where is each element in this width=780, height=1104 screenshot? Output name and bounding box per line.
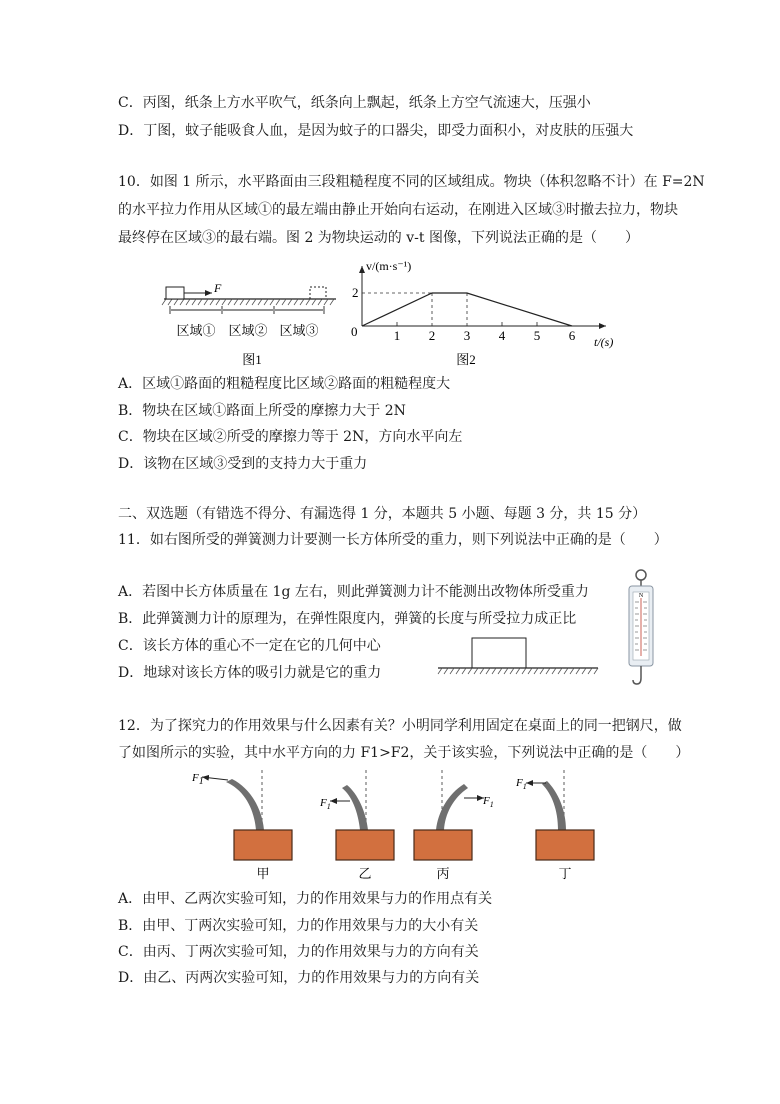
- region1-label: 区域①: [176, 323, 216, 338]
- block: [166, 287, 184, 299]
- origin-label: 0: [351, 324, 358, 339]
- x-tick-1: 1: [393, 328, 401, 343]
- block-bing: [414, 830, 472, 860]
- block-yi: [336, 830, 394, 860]
- x-tick-3: 3: [463, 328, 471, 343]
- velocity-curve: [362, 293, 572, 326]
- q10-option-c: C．物块在区域②所受的摩擦力等于 2N，方向水平向左: [118, 429, 463, 445]
- x-tick-6: 6: [568, 328, 576, 343]
- experiment-ding: [515, 770, 594, 881]
- force-label: F: [214, 281, 222, 295]
- block-final-position: [310, 287, 326, 299]
- force-label-bing: $F_1$: [483, 795, 494, 809]
- force-label-jia: F1: [192, 772, 204, 787]
- label-yi: 乙: [358, 866, 372, 881]
- q10-stem-line1: 10．如图 1 所示，水平路面由三段粗糙程度不同的区域组成。物块（体积忽略不计）在 F=2N: [118, 174, 705, 190]
- spring-scale-icon: [624, 568, 658, 692]
- figure1-caption: 图1: [242, 352, 262, 367]
- x-tick-2: 2: [428, 328, 436, 343]
- force-label-yi: $F_1$: [320, 797, 331, 811]
- block-jia: [234, 830, 292, 860]
- q9-option-d: D．丁图，蚊子能吸食人血，是因为蚊子的口器尖，即受力面积小，对皮肤的压强大: [118, 123, 634, 139]
- region3-label: 区域③: [279, 323, 319, 338]
- label-bing: 丙: [436, 866, 450, 881]
- label-ding: 丁: [558, 866, 572, 881]
- q10-figure2-vt-graph: [340, 254, 630, 372]
- q12-option-a: A．由甲、乙两次实验可知，力的作用效果与力的作用点有关: [118, 891, 493, 907]
- q9-option-c: C．丙图，纸条上方水平吹气，纸条向上飘起，纸条上方空气流速大，压强小: [118, 95, 591, 111]
- q12-option-d: D．由乙、丙两次实验可知，力的作用效果与力的方向有关: [118, 970, 480, 986]
- q11-stem: 11．如右图所受的弹簧测力计要测一长方体所受的重力，则下列说法中正确的是（ ）: [118, 532, 668, 548]
- q10-stem-line2: 的水平拉力作用从区域①的最左端由静止开始向右运动，在刚进入区域③时撤去拉力，物块: [118, 202, 678, 218]
- q12-stem-line2: 了如图所示的实验，其中水平方向的力 F1>F2，关于该实验，下列说法中正确的是（ ）: [118, 745, 690, 761]
- q10-stem-line3: 最终停在区域③的最右端。图 2 为物块运动的 v-t 图像，下列说法正确的是（ ）: [118, 230, 639, 246]
- section2-heading: 二、双选题（有错选不得分、有漏选得 1 分，本题共 5 小题、每题 3 分，共 15 分）: [118, 506, 647, 522]
- experiment-bing: [414, 770, 494, 881]
- y-tick-2: 2: [352, 285, 359, 300]
- q12-ruler-figure: [180, 768, 610, 884]
- block-ding: [536, 830, 594, 860]
- q11-option-c: C．该长方体的重心不一定在它的几何中心: [118, 638, 381, 654]
- force-label-ding: $F_1$: [516, 777, 527, 791]
- experiment-yi: [319, 770, 394, 881]
- figure2-caption: 图2: [456, 352, 476, 367]
- q11-option-a: A．若图中长方体质量在 1g 左右，则此弹簧测力计不能测出改物体所受重力: [118, 584, 589, 600]
- x-tick-4: 4: [498, 328, 506, 343]
- q11-block-figure: [436, 634, 600, 678]
- cuboid-block: [472, 638, 526, 668]
- scale-unit-label: N: [638, 593, 644, 599]
- experiment-jia: [191, 770, 292, 881]
- q12-stem-line1: 12．为了探究力的作用效果与什么因素有关？小明同学利用固定在桌面上的同一把钢尺，做: [118, 718, 682, 734]
- label-jia: 甲: [256, 866, 270, 881]
- q11-option-d: D．地球对该长方体的吸引力就是它的重力: [118, 665, 382, 681]
- q10-option-d: D．该物在区域③受到的支持力大于重力: [118, 456, 368, 472]
- q10-option-b: B．物块在区域①路面上所受的摩擦力大于 2N: [118, 403, 406, 419]
- q12-option-b: B．由甲、丁两次实验可知，力的作用效果与力的大小有关: [118, 918, 479, 934]
- q11-option-b: B．此弹簧测力计的原理为，在弹性限度内，弹簧的长度与所受拉力成正比: [118, 611, 577, 627]
- x-axis-label: t/(s): [594, 335, 614, 349]
- q10-option-a: A．区域①路面的粗糙程度比区域②路面的粗糙程度大: [118, 376, 451, 392]
- x-tick-5: 5: [533, 328, 541, 343]
- q10-figure1: [160, 278, 340, 370]
- q12-option-c: C．由丙、丁两次实验可知，力的作用效果与力的方向有关: [118, 944, 479, 960]
- y-axis-label: v/(m·s⁻¹): [366, 259, 412, 273]
- region2-label: 区域②: [228, 323, 268, 338]
